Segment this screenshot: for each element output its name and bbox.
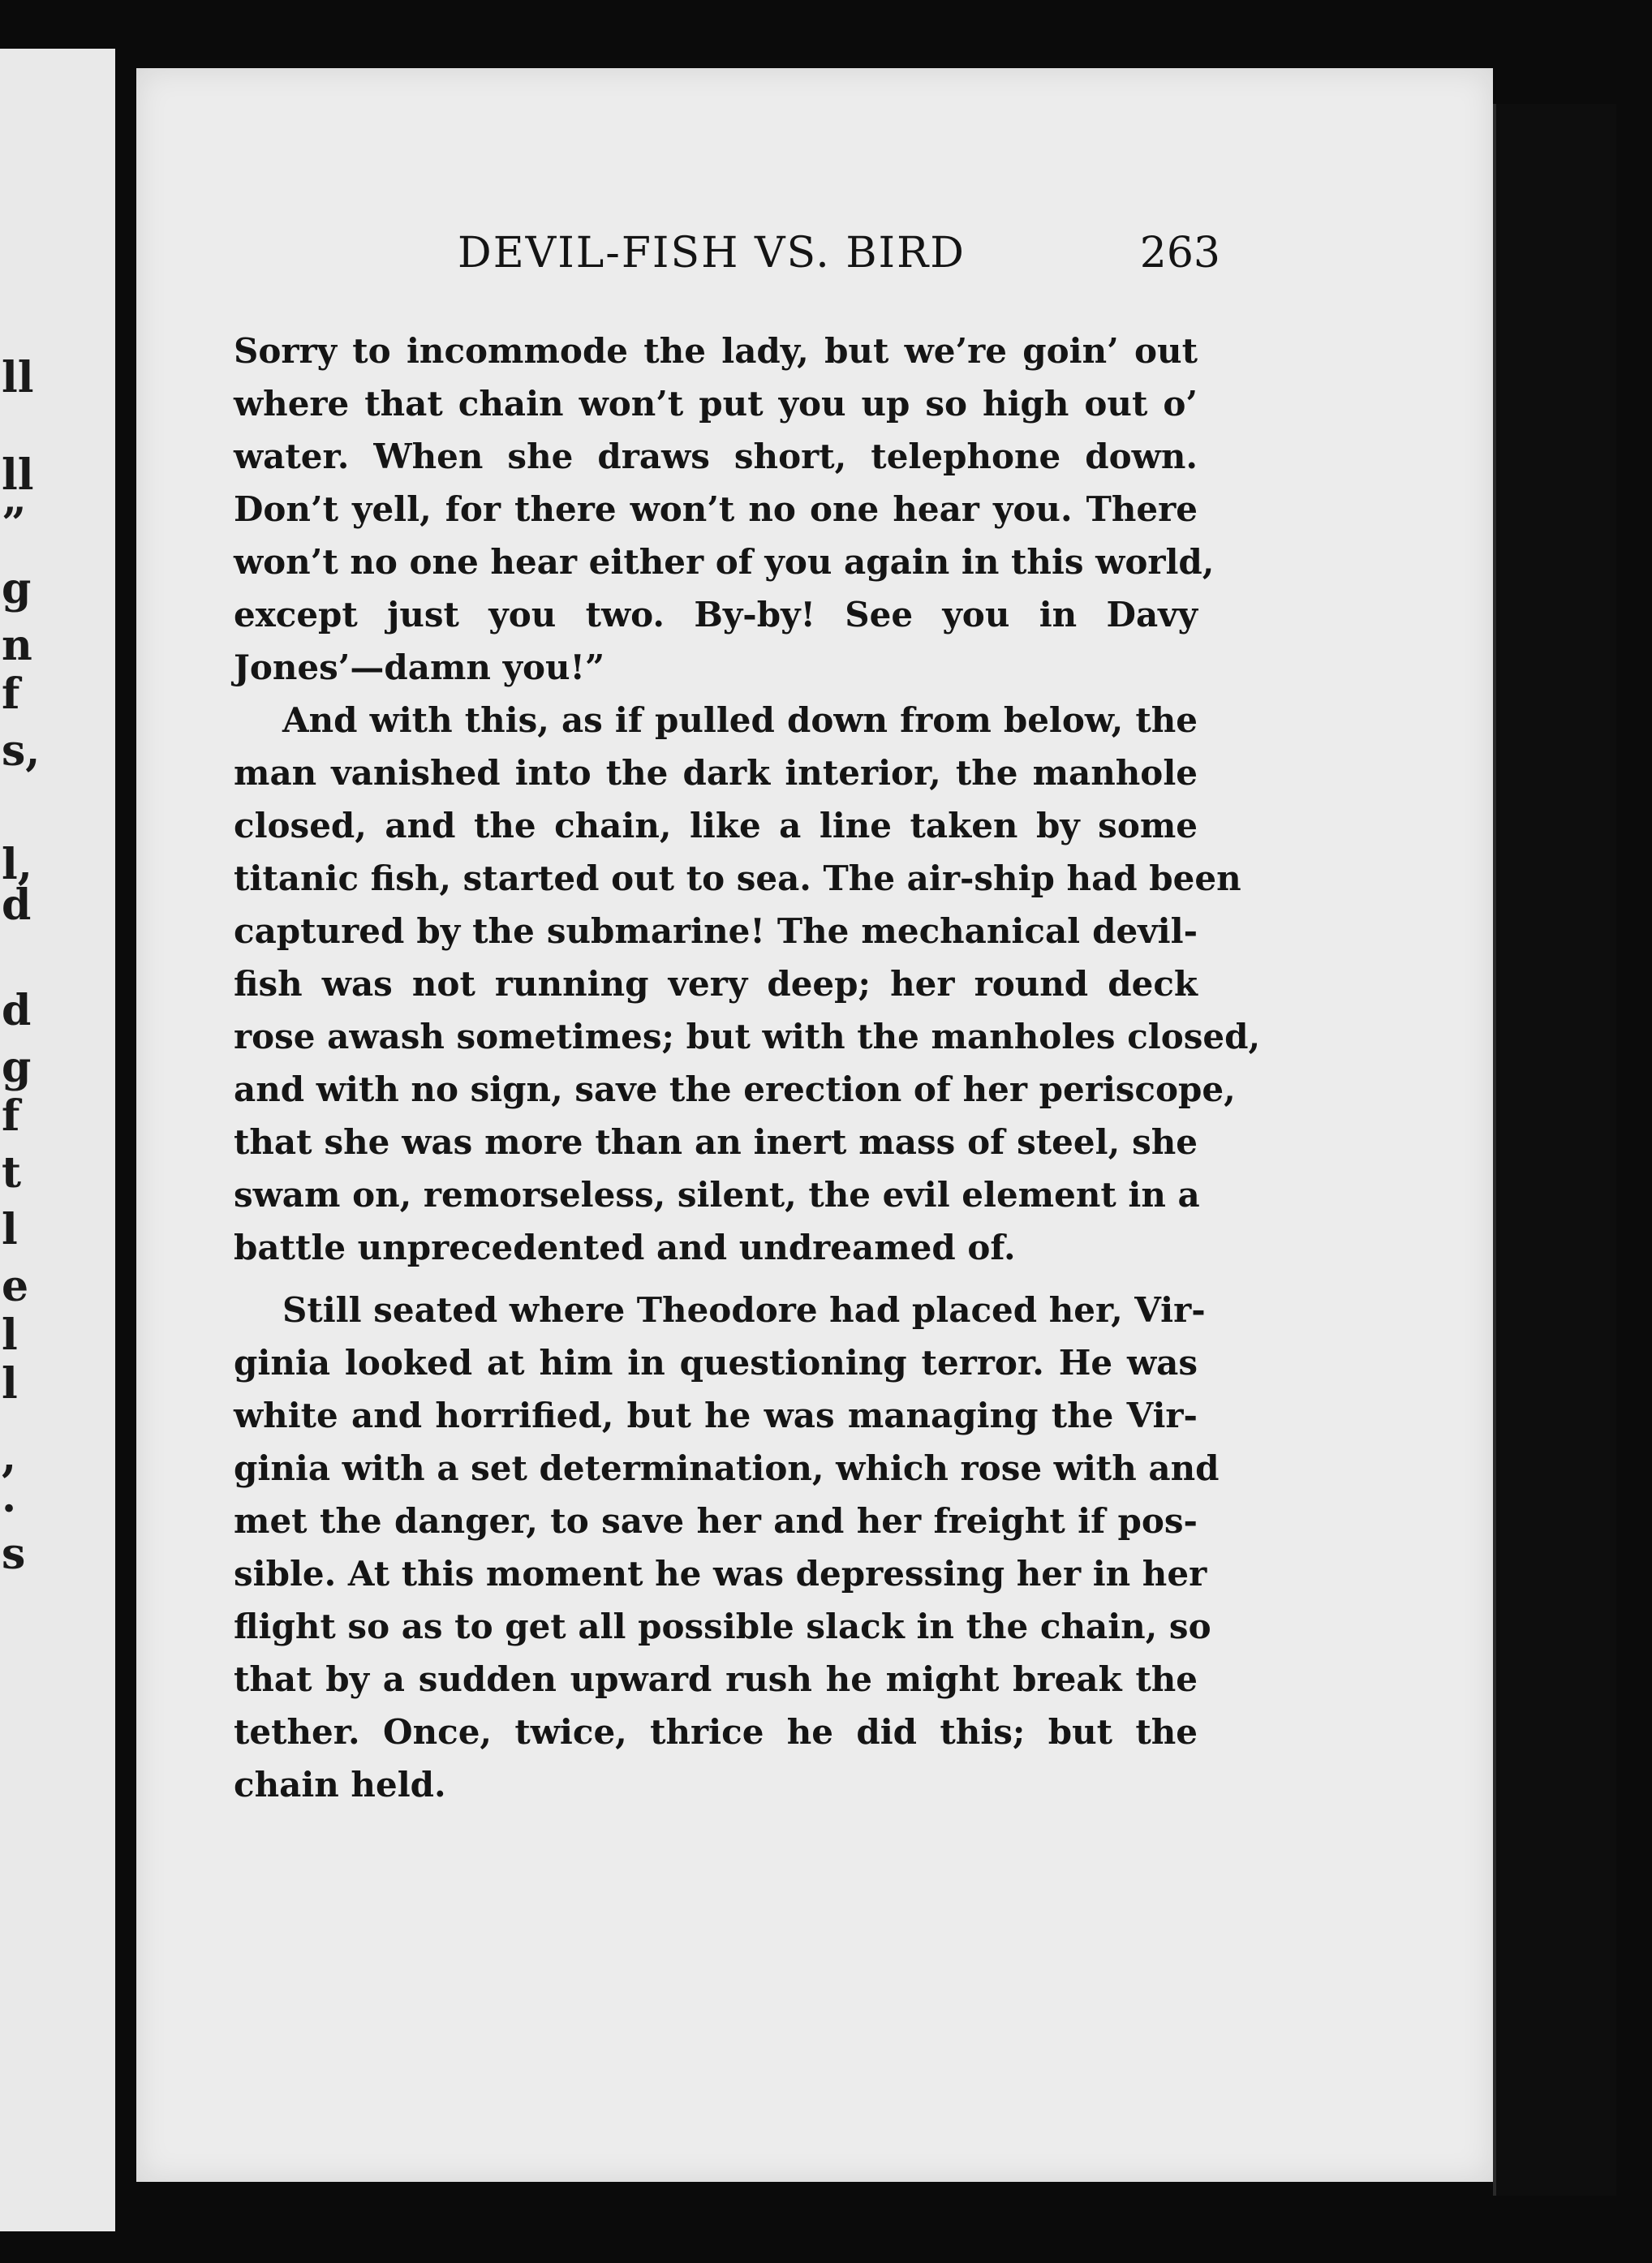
paragraph — [234, 1284, 1220, 1811]
facing-page-fragment: , — [2, 1432, 17, 1482]
text-line: And with this, as if pulled down from below, the — [282, 700, 1198, 740]
text-line: Jones’—damn you!” — [234, 647, 605, 687]
text-line: except just you two. By-by! See you in Davy — [234, 595, 1198, 635]
paragraph — [234, 694, 1261, 1274]
facing-page-fragment: l — [2, 1310, 18, 1360]
text-line: water. When she draws short, telephone down. — [234, 437, 1198, 476]
text-line: captured by the submarine! The mechanical devil- — [234, 911, 1198, 951]
facing-page-fragment: l, — [2, 840, 32, 889]
text-line: where that chain won’t put you up so high out o’ — [234, 384, 1198, 424]
facing-page-fragment: ll — [2, 353, 34, 402]
facing-page-fragment: f — [2, 1091, 20, 1141]
facing-page-fragment: d — [2, 880, 32, 930]
facing-page-fragment: g — [2, 564, 32, 613]
text-line: sible. At this moment he was depressing her in her — [234, 1554, 1207, 1594]
text-line: ginia with a set determination, which rose with and — [234, 1448, 1220, 1488]
text-line: Don’t yell, for there won’t no one hear you. There — [234, 489, 1198, 529]
page-header — [458, 229, 1220, 294]
text-line: and with no sign, save the erection of her periscope, — [234, 1069, 1236, 1109]
facing-page-fragment: s, — [2, 726, 41, 776]
facing-page-fragment: ll — [2, 450, 34, 500]
running-head: DEVIL-FISH VS. BIRD — [458, 229, 966, 277]
text-line: ginia looked at him in questioning terror. He was — [234, 1343, 1198, 1383]
text-line: that by a sudden upward rush he might break the — [234, 1659, 1198, 1699]
text-line: Still seated where Theodore had placed her, Vir- — [282, 1290, 1206, 1330]
facing-page-edge — [0, 49, 115, 2231]
facing-page-fragment: n — [2, 621, 32, 670]
page-stack-edge — [1493, 104, 1616, 2196]
facing-page-fragment: t — [2, 1148, 22, 1198]
text-line: swam on, remorseless, silent, the evil element in a — [234, 1175, 1200, 1215]
text-line: fish was not running very deep; her round deck — [234, 964, 1198, 1004]
text-line: closed, and the chain, like a line taken by some — [234, 806, 1198, 845]
text-line: rose awash sometimes; but with the manholes closed, — [234, 1017, 1261, 1056]
facing-page-fragment: g — [2, 1043, 32, 1092]
text-line: that she was more than an inert mass of steel, she — [234, 1122, 1198, 1162]
body-text — [234, 325, 1261, 1811]
page-number: 263 — [1139, 229, 1220, 277]
text-line: chain held. — [234, 1765, 446, 1805]
facing-page-fragment: l — [2, 1205, 18, 1254]
facing-page-fragment: . — [2, 1473, 17, 1522]
facing-page-fragment: l — [2, 1359, 18, 1409]
facing-page-fragment: e — [2, 1262, 29, 1311]
paragraph-gap — [234, 1274, 1198, 1284]
facing-page-fragment: s — [2, 1529, 26, 1579]
text-line: man vanished into the dark interior, the manhole — [234, 753, 1198, 793]
facing-page-fragment: d — [2, 986, 32, 1035]
text-line: flight so as to get all possible slack in the chain, so — [234, 1607, 1211, 1646]
text-line: battle unprecedented and undreamed of. — [234, 1228, 1016, 1267]
facing-page-fragment: f — [2, 669, 20, 719]
text-line: tether. Once, twice, thrice he did this; but the — [234, 1712, 1198, 1752]
text-line: white and horrified, but he was managing the Vir- — [234, 1396, 1198, 1435]
paragraph — [234, 325, 1215, 694]
text-line: titanic fish, started out to sea. The air-ship had been — [234, 858, 1241, 898]
text-line: met the danger, to save her and her freight if pos- — [234, 1501, 1198, 1541]
facing-page-fragment: ” — [2, 499, 26, 549]
text-line: won’t no one hear either of you again in this world, — [234, 542, 1215, 582]
text-line: Sorry to incommode the lady, but we’re goin’ out — [234, 331, 1198, 371]
